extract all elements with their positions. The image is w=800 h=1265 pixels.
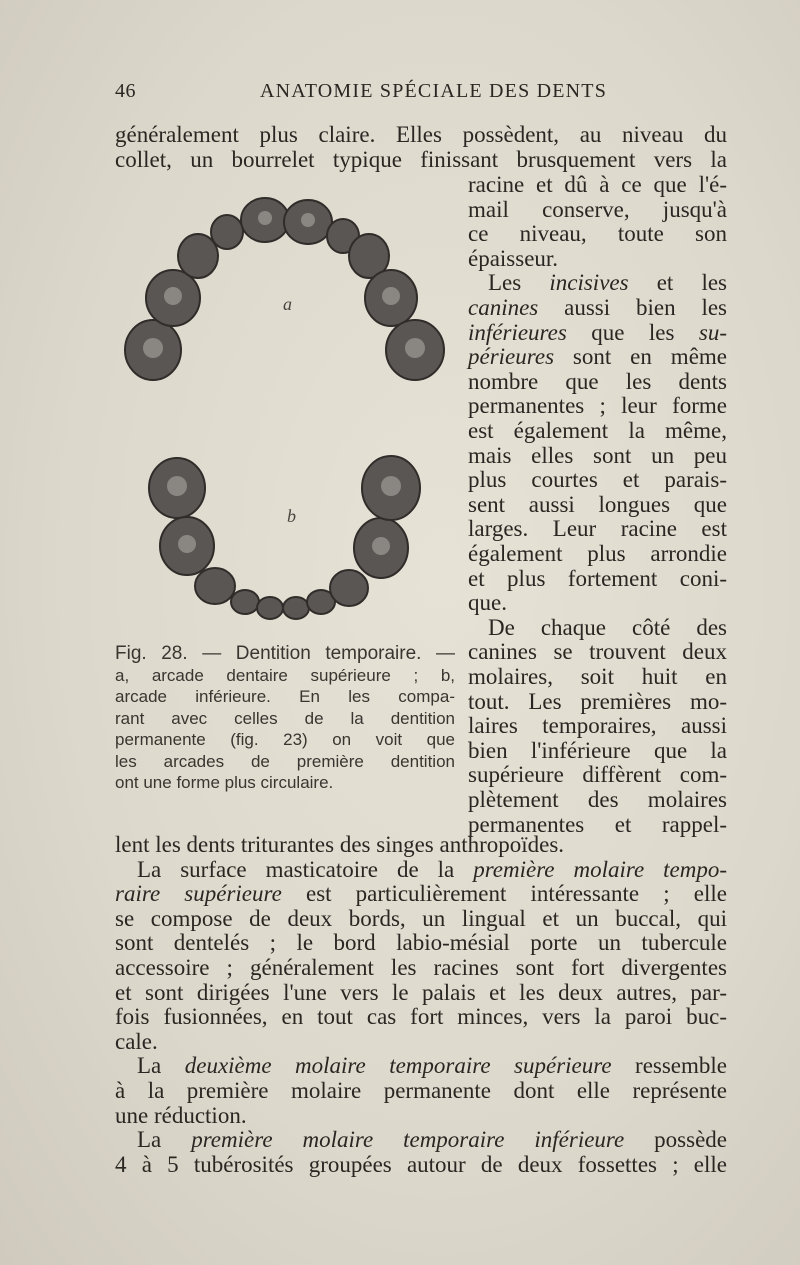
figure-label-b: b xyxy=(287,506,296,526)
side-column-line: supérieure diffèrent com- xyxy=(468,762,727,788)
body-line: 4 à 5 tubérosités groupées autour de deux fossettes ; elle xyxy=(115,1151,727,1177)
side-column-line: racine et dû à ce que l'é- xyxy=(468,172,727,197)
body-line: et sont dirigées l'une vers le palais et les deux autres, par- xyxy=(115,979,727,1005)
body-line: se compose de deux bords, un lingual et un buccal, qui xyxy=(115,905,727,931)
body-line: cale. xyxy=(115,1028,158,1054)
side-column-line: permanentes et rappel- xyxy=(468,811,727,837)
side-column-line: inférieures que les su- xyxy=(468,319,727,345)
body-line: généralement plus claire. Elles possèdent, au niveau du xyxy=(115,122,727,147)
dentition-figure xyxy=(115,190,455,630)
body-line: La deuxième molaire temporaire supérieure ressemble xyxy=(137,1053,728,1079)
caption-line: les arcades de première dentition xyxy=(115,751,455,771)
side-column-line: De chaque côté des xyxy=(488,614,727,640)
caption-line: rant avec celles de la dentition xyxy=(115,708,455,728)
upper-arch xyxy=(125,198,444,380)
side-column-line: Les incisives et les xyxy=(488,270,727,296)
caption-line: ont une forme plus circulaire. xyxy=(115,773,334,792)
body-line: une réduction. xyxy=(115,1102,247,1128)
side-column-line: que. xyxy=(468,590,507,616)
side-column-line: canines se trouvent deux xyxy=(468,639,727,665)
side-column-line: canines aussi bien les xyxy=(468,295,727,320)
side-column-line: bien l'inférieure que la xyxy=(468,737,727,763)
side-column-line: épaisseur. xyxy=(468,245,559,271)
side-column-line: larges. Leur racine est xyxy=(468,516,727,542)
caption-line: permanente (fig. 23) on voit que xyxy=(115,730,455,749)
side-column-line: mail conserve, jusqu'à xyxy=(468,196,727,222)
body-line: raire supérieure est particulièrement intéressante ; elle xyxy=(115,881,727,907)
running-title: ANATOMIE SPÉCIALE DES DENTS xyxy=(260,80,608,102)
side-column-line: laires temporaires, aussi xyxy=(468,713,727,739)
body-line: La première molaire temporaire inférieure possède xyxy=(137,1127,727,1153)
body-line: lent les dents triturantes des singes anthropoïdes. xyxy=(115,832,565,857)
side-column-line: périeures sont en même xyxy=(468,344,727,370)
caption-line: arcade inférieure. En les compa- xyxy=(115,687,455,706)
side-column-line: plètement des molaires xyxy=(468,787,727,812)
figure-caption xyxy=(115,643,455,794)
body-line: à la première molaire permanente dont elle représente xyxy=(115,1078,727,1103)
side-column-line: sent aussi longues que xyxy=(468,491,727,517)
side-column-line: plus courtes et parais- xyxy=(468,467,727,493)
body-line: sont dentelés ; le bord labio-mésial porte un tubercule xyxy=(115,930,727,956)
body-line: accessoire ; généralement les racines sont fort divergentes xyxy=(115,955,727,980)
figure-label-a: a xyxy=(283,294,292,314)
side-column-line: molaires, soit huit en xyxy=(468,664,727,689)
side-column-line: ce niveau, toute son xyxy=(468,221,727,247)
caption-line: Fig. 28. — Dentition temporaire. — xyxy=(115,643,455,664)
side-column-line: nombre que les dents xyxy=(468,368,727,394)
side-column-line: et plus fortement coni- xyxy=(468,565,727,591)
side-column-line: tout. Les premières mo- xyxy=(468,688,727,714)
lower-arch xyxy=(149,456,420,619)
side-column-line: également plus arrondie xyxy=(468,541,727,566)
side-column-line: permanentes ; leur forme xyxy=(468,393,727,419)
body-line: La surface masticatoire de la première molaire tempo- xyxy=(137,856,727,882)
body-line: fois fusionnées, en tout cas fort minces, vers la paroi buc- xyxy=(115,1004,727,1030)
body-line: collet, un bourrelet typique finissant brusquement vers la xyxy=(115,147,727,172)
caption-line: a, arcade dentaire supérieure ; b, xyxy=(115,665,455,685)
side-column-line: est également la même, xyxy=(468,418,727,443)
side-column-line: mais elles sont un peu xyxy=(468,442,727,468)
page-number: 46 xyxy=(115,80,136,102)
